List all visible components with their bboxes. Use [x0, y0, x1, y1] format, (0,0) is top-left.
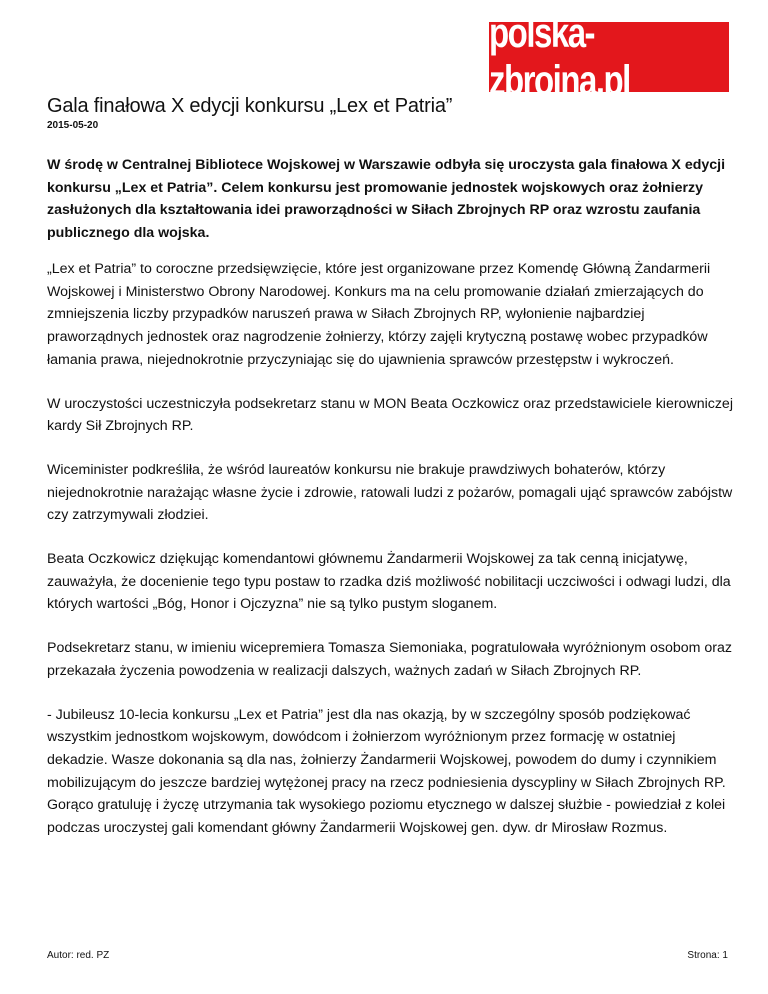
article-title: Gala finałowa X edycji konkursu „Lex et Patria” [47, 95, 453, 117]
article-body [47, 258, 737, 861]
paragraph: Wiceminister podkreśliła, że wśród laureatów konkursu nie brakuje prawdziwych bohaterów, którzy niejednokrotnie narażając własne życie i zdrowie, ratowali ludzi z pożarów, pomagali ująć sprawców zabójstw czy zatrzymywali złodziei. [47, 461, 733, 524]
paragraph: „Lex et Patria” to coroczne przedsięwzięcie, które jest organizowane przez Komendę Główną Żandarmerii Wojskowej i Ministerstwo Obrony Narodowej. Konkurs ma na celu promowanie działań zmierzających do zmniejszenia liczby przypadków naruszeń prawa w Siłach Zbrojnych RP, wyłonienie najbardziej praworządnych jednostek oraz nagrodzenie żołnierzy, którzy zajęli krytyczną postawę wobec przypadków łamania prawa, niejednokrotnie przyczyniając się do ujawnienia sprawców przestępstw i wykroczeń. [47, 261, 711, 368]
paragraph: W uroczystości uczestniczyła podsekretarz stanu w MON Beata Oczkowicz oraz przedstawiciele kierowniczej kardy Sił Zbrojnych RP. [47, 395, 733, 435]
footer-page-number: Strona: 1 [687, 950, 728, 961]
article-lead: W środę w Centralnej Bibliotece Wojskowej w Warszawie odbyła się uroczysta gala finałowa X edycji konkursu „Lex et Patria”. Celem konkursu jest promowanie jednostek wojskowych oraz żołnierzy zasłużonych dla kształtowania idei praworządności w Siłach Zbrojnych RP oraz wzrostu zaufania publicznego dla wojska. [47, 157, 726, 242]
paragraph: - Jubileusz 10-lecia konkursu „Lex et Patria” jest dla nas okazją, by w szczególny sposób podziękować wszystkim jednostkom wojskowym, dowódcom i żołnierzom wyróżnionym przez formację w ostatniej dekadzie. Wasze dokonania są dla nas, żołnierzy Żandarmerii Wojskowej, powodem do dumy i czynnikiem mobilizującym do jeszcze bardziej wytężonej pracy na rzecz podniesienia dyscypliny w Siłach Zbrojnych RP. Gorąco gratuluję i życzę utrzymania tak wysokiego poziomu etycznego w dalszej służbie - powiedział z kolei podczas uroczystej gali komendant główny Żandarmerii Wojskowej gen. dyw. dr Mirosław Rozmus. [47, 706, 726, 837]
footer-author: Autor: red. PZ [47, 950, 110, 961]
site-logo: polska-zbrojna.pl [489, 22, 729, 92]
paragraph: Beata Oczkowicz dziękując komendantowi głównemu Żandarmerii Wojskowej za tak cenną inicjatywę, zauważyła, że docenienie tego typu postaw to rzadka dziś możliwość nobilitacji uczciwości i odwagi ludzi, dla których wartości „Bóg, Honor i Ojczyzna” nie są tylko pustym sloganem. [47, 551, 731, 613]
article-date: 2015-05-20 [47, 120, 99, 131]
paragraph: Podsekretarz stanu, w imieniu wicepremiera Tomasza Siemoniaka, pogratulowała wyróżnionym osobom oraz przekazała życzenia powodzenia w realizacji dalszych, ważnych zadań w Siłach Zbrojnych RP. [47, 640, 732, 679]
